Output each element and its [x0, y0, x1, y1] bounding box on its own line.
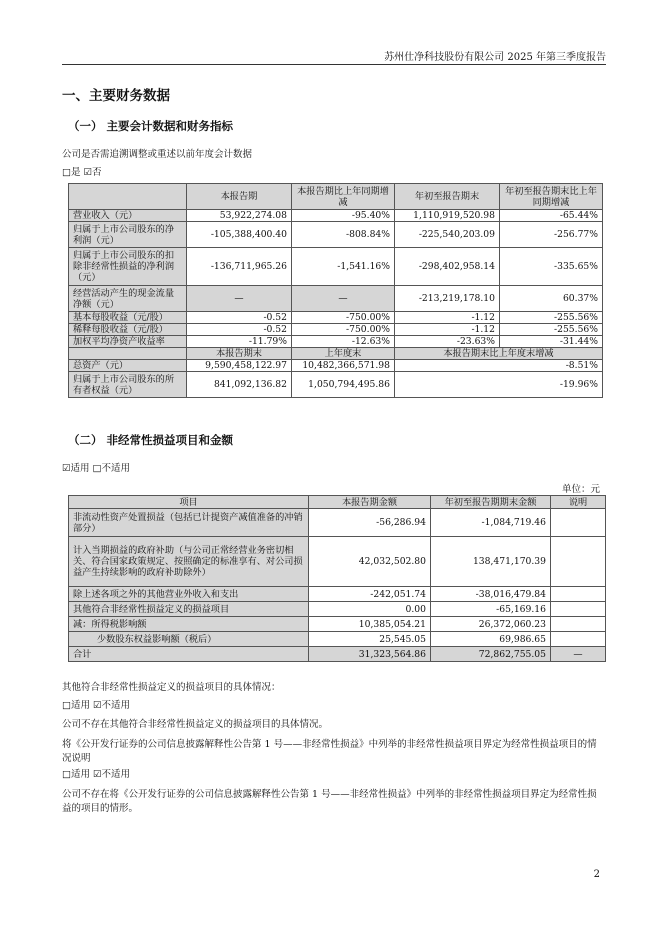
cell: -256.77%: [500, 222, 603, 248]
header-cell: 年初至报告期末比上年同期增减: [500, 184, 603, 210]
cell: —: [551, 647, 606, 662]
table-row: [69, 210, 603, 222]
table-header-row: [69, 496, 606, 509]
row-label: 营业收入（元）: [69, 210, 187, 222]
header-rule: [62, 64, 606, 65]
cell: -12.63%: [292, 336, 395, 348]
cell: [551, 587, 606, 602]
cell: 10,385,054.21: [309, 617, 431, 632]
header-cell: 本报告期金额: [309, 496, 431, 509]
cell: [551, 509, 606, 537]
row-label: 归属于上市公司股东的净利润（元）: [69, 222, 187, 248]
table-row: [69, 360, 603, 372]
cell: -335.65%: [500, 248, 603, 286]
cell: 1,050,794,495.86: [292, 372, 395, 398]
section-title: 一、主要财务数据: [62, 88, 170, 104]
table-row: [69, 336, 603, 348]
cell: 42,032,502.80: [309, 537, 431, 587]
cell: 60.37%: [500, 286, 603, 312]
cell: —: [292, 286, 395, 312]
row-label: 经营活动产生的现金流量净额（元）: [69, 286, 187, 312]
table-row: [69, 222, 603, 248]
cell: -11.79%: [187, 336, 292, 348]
cell: 10,482,366,571.98: [292, 360, 395, 372]
cell: -56,286.94: [309, 509, 431, 537]
cell: -213,219,178.10: [395, 286, 500, 312]
cell: -31.44%: [500, 336, 603, 348]
cell: -65.44%: [500, 210, 603, 222]
cell: [551, 537, 606, 587]
cell: -750.00%: [292, 324, 395, 336]
row-label: 归属于上市公司股东的所有者权益（元）: [69, 372, 187, 398]
table-row: [69, 248, 603, 286]
cell: -95.40%: [292, 210, 395, 222]
header-cell: 上年度末: [292, 348, 395, 360]
cell: -1,084,719.46: [431, 509, 551, 537]
subsection-title-2: （二） 非经常性损益项目和金额: [68, 433, 234, 447]
cell: -255.56%: [500, 312, 603, 324]
header-cell: 年初至报告期末: [395, 184, 500, 210]
applicable-choice-1: ☑适用 □不适用: [62, 463, 131, 474]
row-label: 合计: [69, 647, 309, 662]
cell: 9,590,458,122.97: [187, 360, 292, 372]
paragraph-other-items: 其他符合非经常性损益定义的损益项目的具体情况：: [62, 682, 281, 693]
header-cell: 说明: [551, 496, 606, 509]
cell: -255.56%: [500, 324, 603, 336]
cell: -8.51%: [395, 360, 603, 372]
table-row: [69, 632, 606, 647]
page-number: 2: [593, 869, 600, 880]
row-label: 归属于上市公司股东的扣除非经常性损益的净利润（元）: [69, 248, 187, 286]
cell: -808.84%: [292, 222, 395, 248]
cell: 72,862,755.05: [431, 647, 551, 662]
cell: —: [187, 286, 292, 312]
row-label: 除上述各项之外的其他营业外收入和支出: [69, 587, 309, 602]
row-label: 加权平均净资产收益率: [69, 336, 187, 348]
row-label: 减：所得税影响额: [69, 617, 309, 632]
page-header: 苏州仕净科技股份有限公司 2025 年第三季度报告: [384, 52, 606, 63]
cell: -0.52: [187, 324, 292, 336]
header-cell: 本报告期末比上年度末增减: [395, 348, 603, 360]
unit-label: 单位：元: [561, 484, 600, 495]
cell: -1,541.16%: [292, 248, 395, 286]
row-label: 稀释每股收益（元/股）: [69, 324, 187, 336]
table-row: [69, 509, 606, 537]
header-cell: 本报告期末: [187, 348, 292, 360]
cell: 138,471,170.39: [431, 537, 551, 587]
cell: -23.63%: [395, 336, 500, 348]
row-label: 基本每股收益（元/股）: [69, 312, 187, 324]
applicable-choice-2: □适用 ☑不适用: [62, 700, 131, 711]
header-cell: [69, 184, 187, 210]
cell: -38,016,479.84: [431, 587, 551, 602]
applicable-choice-3: □适用 ☑不适用: [62, 769, 131, 780]
header-cell: 年初至报告期期末金额: [431, 496, 551, 509]
cell: 1,110,919,520.98: [395, 210, 500, 222]
key-financial-table: [68, 183, 603, 398]
restate-choice: □是 ☑否: [62, 167, 102, 178]
cell: -750.00%: [292, 312, 395, 324]
row-label: 计入当期损益的政府补助（与公司正常经营业务密切相关、符合国家政策规定、按照确定的标准享有、对公司损益产生持续影响的政府补助除外）: [69, 537, 309, 587]
table-row: [69, 617, 606, 632]
cell: [551, 602, 606, 617]
cell: 0.00: [309, 602, 431, 617]
header-cell: 本报告期: [187, 184, 292, 210]
header-cell: 本报告期比上年同期增减: [292, 184, 395, 210]
row-label: 少数股东权益影响额（税后）: [69, 632, 309, 647]
table-row: [69, 286, 603, 312]
cell: -65,169.16: [431, 602, 551, 617]
paragraph-no-reclassification: 公司不存在将《公开发行证券的公司信息披露解释性公告第 1 号——非经常性损益》中列举的非经常性损益项目界定为经常性损益的项目的情形。: [62, 789, 597, 814]
header-cell: 项目: [69, 496, 309, 509]
cell: [551, 617, 606, 632]
table-row: [69, 537, 606, 587]
cell: 31,323,564.86: [309, 647, 431, 662]
table-header-row: [69, 184, 603, 210]
cell: -225,540,203.09: [395, 222, 500, 248]
table-row: [69, 587, 606, 602]
cell: [551, 632, 606, 647]
non-recurring-items-table: [68, 495, 606, 662]
table-row: [69, 372, 603, 398]
table-subheader-row: [69, 348, 603, 360]
subsection-title-1: （一） 主要会计数据和财务指标: [68, 119, 234, 133]
row-label: 非流动性资产处置损益（包括已计提资产减值准备的冲销部分）: [69, 509, 309, 537]
cell: 25,545.05: [309, 632, 431, 647]
row-label: 总资产（元）: [69, 360, 187, 372]
cell: -19.96%: [395, 372, 603, 398]
cell: 841,092,136.82: [187, 372, 292, 398]
table-row: [69, 312, 603, 324]
cell: 53,922,274.08: [187, 210, 292, 222]
header-cell: [69, 348, 187, 360]
table-row: [69, 602, 606, 617]
cell: -298,402,958.14: [395, 248, 500, 286]
table-row: [69, 324, 603, 336]
paragraph-reclassification: 将《公开发行证券的公司信息披露解释性公告第 1 号——非经常性损益》中列举的非经常性损益项目界定为经常性损益项目的情况说明: [62, 739, 597, 764]
cell: -242,051.74: [309, 587, 431, 602]
paragraph-no-other-items: 公司不存在其他符合非经常性损益定义的损益项目的具体情况。: [62, 719, 329, 730]
cell: 26,372,060.23: [431, 617, 551, 632]
cell: -1.12: [395, 312, 500, 324]
cell: -0.52: [187, 312, 292, 324]
cell: -1.12: [395, 324, 500, 336]
cell: -105,388,400.40: [187, 222, 292, 248]
cell: -136,711,965.26: [187, 248, 292, 286]
cell: 69,986.65: [431, 632, 551, 647]
table-row-total: [69, 647, 606, 662]
restate-question: 公司是否需追溯调整或重述以前年度会计数据: [62, 149, 253, 160]
row-label: 其他符合非经常性损益定义的损益项目: [69, 602, 309, 617]
